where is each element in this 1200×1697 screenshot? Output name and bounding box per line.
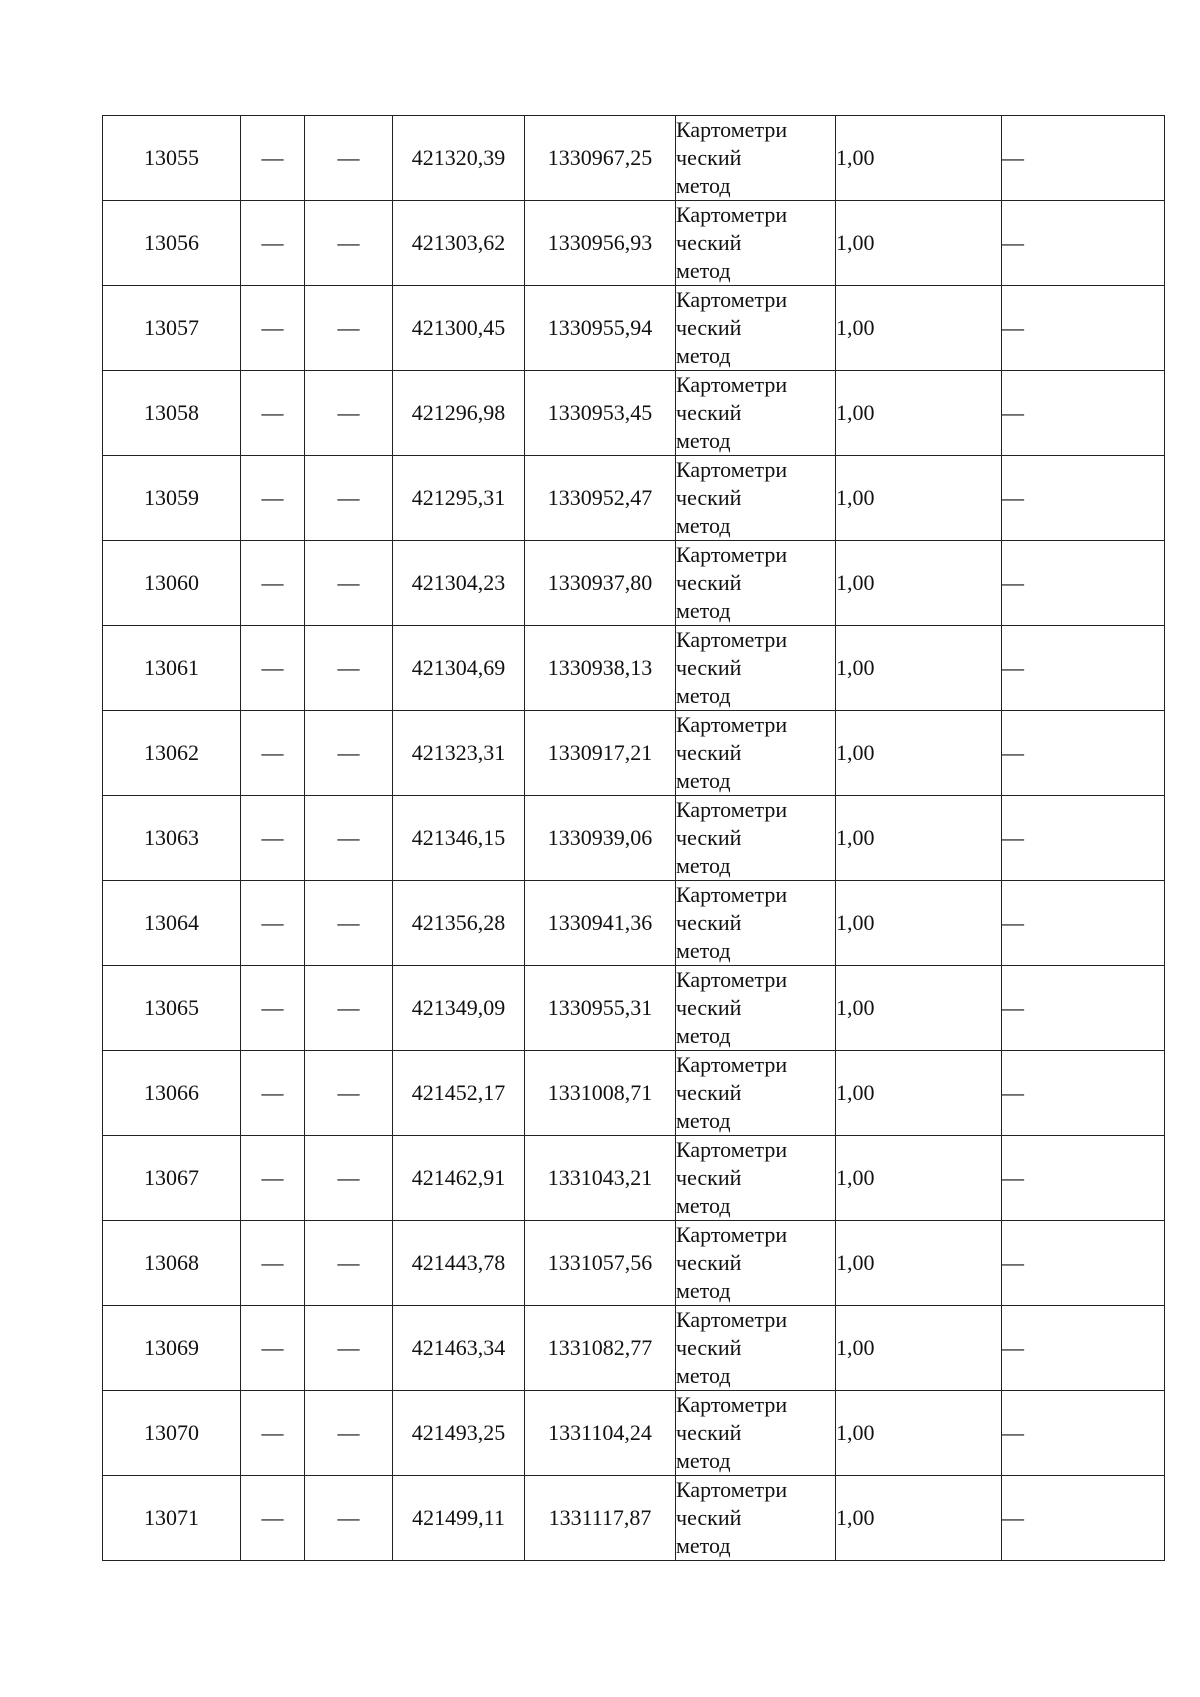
table-row xyxy=(103,966,1165,1051)
y-coordinate-cell: 1330955,31 xyxy=(525,966,676,1051)
accuracy-cell: 1,00 xyxy=(836,371,1002,456)
accuracy-cell: 1,00 xyxy=(836,796,1002,881)
y-coordinate-cell: 1331104,24 xyxy=(525,1391,676,1476)
method-cell xyxy=(676,1051,836,1136)
x-coordinate-cell: 421323,31 xyxy=(393,711,525,796)
empty-value-cell: — xyxy=(241,1051,305,1136)
note-cell: — xyxy=(1002,286,1165,371)
empty-value-cell: — xyxy=(305,966,393,1051)
method-line: Картометри xyxy=(676,202,788,227)
method-line: метод xyxy=(676,428,731,453)
x-coordinate-cell: 421493,25 xyxy=(393,1391,525,1476)
method-line: метод xyxy=(676,938,731,963)
point-number-cell: 13070 xyxy=(103,1391,241,1476)
y-coordinate-cell: 1331082,77 xyxy=(525,1306,676,1391)
empty-value-cell: — xyxy=(305,626,393,711)
table-row xyxy=(103,116,1165,201)
note-cell: — xyxy=(1002,626,1165,711)
empty-value-cell: — xyxy=(305,1051,393,1136)
method-cell xyxy=(676,201,836,286)
empty-value-cell: — xyxy=(305,1136,393,1221)
point-number-cell: 13069 xyxy=(103,1306,241,1391)
method-line: ческий xyxy=(676,1335,742,1360)
table-row xyxy=(103,1051,1165,1136)
x-coordinate-cell: 421356,28 xyxy=(393,881,525,966)
method-line: Картометри xyxy=(676,1052,788,1077)
empty-value-cell: — xyxy=(305,116,393,201)
accuracy-cell: 1,00 xyxy=(836,1221,1002,1306)
accuracy-cell: 1,00 xyxy=(836,1476,1002,1561)
note-cell: — xyxy=(1002,116,1165,201)
table-row xyxy=(103,1306,1165,1391)
y-coordinate-cell: 1330952,47 xyxy=(525,456,676,541)
y-coordinate-cell: 1331043,21 xyxy=(525,1136,676,1221)
method-line: Картометри xyxy=(676,1307,788,1332)
x-coordinate-cell: 421300,45 xyxy=(393,286,525,371)
method-line: Картометри xyxy=(676,1222,788,1247)
point-number-cell: 13060 xyxy=(103,541,241,626)
method-line: метод xyxy=(676,1448,731,1473)
empty-value-cell: — xyxy=(305,286,393,371)
method-cell xyxy=(676,371,836,456)
point-number-cell: 13062 xyxy=(103,711,241,796)
method-cell xyxy=(676,796,836,881)
note-cell: — xyxy=(1002,1306,1165,1391)
method-cell xyxy=(676,1221,836,1306)
empty-value-cell: — xyxy=(241,711,305,796)
method-line: ческий xyxy=(676,400,742,425)
method-line: ческий xyxy=(676,570,742,595)
note-cell: — xyxy=(1002,1136,1165,1221)
table-row xyxy=(103,1221,1165,1306)
empty-value-cell: — xyxy=(241,1391,305,1476)
empty-value-cell: — xyxy=(305,1391,393,1476)
method-line: ческий xyxy=(676,910,742,935)
method-line: ческий xyxy=(676,655,742,680)
point-number-cell: 13064 xyxy=(103,881,241,966)
method-cell xyxy=(676,881,836,966)
method-line: Картометри xyxy=(676,1392,788,1417)
method-line: ческий xyxy=(676,1505,742,1530)
accuracy-cell: 1,00 xyxy=(836,1306,1002,1391)
x-coordinate-cell: 421499,11 xyxy=(393,1476,525,1561)
note-cell: — xyxy=(1002,456,1165,541)
point-number-cell: 13065 xyxy=(103,966,241,1051)
method-cell xyxy=(676,116,836,201)
empty-value-cell: — xyxy=(241,201,305,286)
method-line: ческий xyxy=(676,1250,742,1275)
accuracy-cell: 1,00 xyxy=(836,966,1002,1051)
empty-value-cell: — xyxy=(305,1306,393,1391)
x-coordinate-cell: 421304,69 xyxy=(393,626,525,711)
method-cell xyxy=(676,456,836,541)
accuracy-cell: 1,00 xyxy=(836,201,1002,286)
y-coordinate-cell: 1330953,45 xyxy=(525,371,676,456)
method-line: метод xyxy=(676,1193,731,1218)
method-line: ческий xyxy=(676,1080,742,1105)
x-coordinate-cell: 421443,78 xyxy=(393,1221,525,1306)
point-number-cell: 13061 xyxy=(103,626,241,711)
method-line: ческий xyxy=(676,145,742,170)
x-coordinate-cell: 421452,17 xyxy=(393,1051,525,1136)
accuracy-cell: 1,00 xyxy=(836,541,1002,626)
x-coordinate-cell: 421320,39 xyxy=(393,116,525,201)
x-coordinate-cell: 421295,31 xyxy=(393,456,525,541)
x-coordinate-cell: 421462,91 xyxy=(393,1136,525,1221)
empty-value-cell: — xyxy=(305,796,393,881)
y-coordinate-cell: 1330937,80 xyxy=(525,541,676,626)
y-coordinate-cell: 1330956,93 xyxy=(525,201,676,286)
method-line: метод xyxy=(676,258,731,283)
method-line: Картометри xyxy=(676,457,788,482)
note-cell: — xyxy=(1002,1476,1165,1561)
method-line: метод xyxy=(676,683,731,708)
accuracy-cell: 1,00 xyxy=(836,456,1002,541)
table-row xyxy=(103,1476,1165,1561)
method-line: метод xyxy=(676,1108,731,1133)
method-line: метод xyxy=(676,598,731,623)
empty-value-cell: — xyxy=(241,966,305,1051)
coordinates-table xyxy=(102,115,1165,1561)
method-line: Картометри xyxy=(676,542,788,567)
table-row xyxy=(103,456,1165,541)
note-cell: — xyxy=(1002,201,1165,286)
table-row xyxy=(103,626,1165,711)
method-line: Картометри xyxy=(676,372,788,397)
accuracy-cell: 1,00 xyxy=(836,711,1002,796)
empty-value-cell: — xyxy=(305,456,393,541)
empty-value-cell: — xyxy=(241,796,305,881)
x-coordinate-cell: 421463,34 xyxy=(393,1306,525,1391)
empty-value-cell: — xyxy=(241,1136,305,1221)
empty-value-cell: — xyxy=(241,881,305,966)
y-coordinate-cell: 1330967,25 xyxy=(525,116,676,201)
empty-value-cell: — xyxy=(241,541,305,626)
method-line: метод xyxy=(676,513,731,538)
y-coordinate-cell: 1330917,21 xyxy=(525,711,676,796)
method-line: Картометри xyxy=(676,1137,788,1162)
accuracy-cell: 1,00 xyxy=(836,116,1002,201)
method-line: Картометри xyxy=(676,1477,788,1502)
x-coordinate-cell: 421304,23 xyxy=(393,541,525,626)
y-coordinate-cell: 1331117,87 xyxy=(525,1476,676,1561)
method-line: ческий xyxy=(676,740,742,765)
table-row xyxy=(103,371,1165,456)
empty-value-cell: — xyxy=(241,1306,305,1391)
point-number-cell: 13067 xyxy=(103,1136,241,1221)
empty-value-cell: — xyxy=(241,626,305,711)
note-cell: — xyxy=(1002,371,1165,456)
point-number-cell: 13066 xyxy=(103,1051,241,1136)
empty-value-cell: — xyxy=(305,1221,393,1306)
x-coordinate-cell: 421296,98 xyxy=(393,371,525,456)
method-line: ческий xyxy=(676,230,742,255)
method-cell xyxy=(676,1136,836,1221)
method-line: метод xyxy=(676,768,731,793)
x-coordinate-cell: 421349,09 xyxy=(393,966,525,1051)
method-cell xyxy=(676,626,836,711)
y-coordinate-cell: 1330939,06 xyxy=(525,796,676,881)
empty-value-cell: — xyxy=(241,371,305,456)
method-cell xyxy=(676,286,836,371)
table-row xyxy=(103,711,1165,796)
empty-value-cell: — xyxy=(241,1476,305,1561)
empty-value-cell: — xyxy=(305,371,393,456)
method-cell xyxy=(676,1306,836,1391)
method-line: ческий xyxy=(676,995,742,1020)
x-coordinate-cell: 421303,62 xyxy=(393,201,525,286)
empty-value-cell: — xyxy=(305,711,393,796)
table-row xyxy=(103,1136,1165,1221)
method-line: метод xyxy=(676,1533,731,1558)
accuracy-cell: 1,00 xyxy=(836,626,1002,711)
note-cell: — xyxy=(1002,541,1165,626)
method-cell xyxy=(676,1391,836,1476)
method-line: метод xyxy=(676,343,731,368)
table-row xyxy=(103,201,1165,286)
method-line: метод xyxy=(676,1023,731,1048)
y-coordinate-cell: 1330955,94 xyxy=(525,286,676,371)
y-coordinate-cell: 1331008,71 xyxy=(525,1051,676,1136)
accuracy-cell: 1,00 xyxy=(836,881,1002,966)
point-number-cell: 13063 xyxy=(103,796,241,881)
method-line: ческий xyxy=(676,1420,742,1445)
accuracy-cell: 1,00 xyxy=(836,1136,1002,1221)
method-line: метод xyxy=(676,173,731,198)
x-coordinate-cell: 421346,15 xyxy=(393,796,525,881)
method-line: Картометри xyxy=(676,797,788,822)
note-cell: — xyxy=(1002,1051,1165,1136)
empty-value-cell: — xyxy=(241,116,305,201)
y-coordinate-cell: 1330938,13 xyxy=(525,626,676,711)
method-line: Картометри xyxy=(676,627,788,652)
method-line: метод xyxy=(676,1278,731,1303)
method-line: метод xyxy=(676,1363,731,1388)
point-number-cell: 13058 xyxy=(103,371,241,456)
method-line: Картометри xyxy=(676,712,788,737)
empty-value-cell: — xyxy=(305,1476,393,1561)
method-cell xyxy=(676,541,836,626)
method-line: ческий xyxy=(676,1165,742,1190)
point-number-cell: 13068 xyxy=(103,1221,241,1306)
accuracy-cell: 1,00 xyxy=(836,286,1002,371)
table-row xyxy=(103,541,1165,626)
method-line: Картометри xyxy=(676,287,788,312)
y-coordinate-cell: 1330941,36 xyxy=(525,881,676,966)
y-coordinate-cell: 1331057,56 xyxy=(525,1221,676,1306)
empty-value-cell: — xyxy=(241,286,305,371)
method-line: ческий xyxy=(676,485,742,510)
empty-value-cell: — xyxy=(241,456,305,541)
point-number-cell: 13056 xyxy=(103,201,241,286)
point-number-cell: 13071 xyxy=(103,1476,241,1561)
table-row xyxy=(103,1391,1165,1476)
table-row xyxy=(103,796,1165,881)
method-line: Картометри xyxy=(676,117,788,142)
empty-value-cell: — xyxy=(241,1221,305,1306)
accuracy-cell: 1,00 xyxy=(836,1051,1002,1136)
method-line: ческий xyxy=(676,315,742,340)
point-number-cell: 13057 xyxy=(103,286,241,371)
note-cell: — xyxy=(1002,1221,1165,1306)
point-number-cell: 13055 xyxy=(103,116,241,201)
method-line: Картометри xyxy=(676,967,788,992)
note-cell: — xyxy=(1002,881,1165,966)
table-row xyxy=(103,881,1165,966)
accuracy-cell: 1,00 xyxy=(836,1391,1002,1476)
method-cell xyxy=(676,1476,836,1561)
note-cell: — xyxy=(1002,966,1165,1051)
table-row xyxy=(103,286,1165,371)
empty-value-cell: — xyxy=(305,541,393,626)
method-line: ческий xyxy=(676,825,742,850)
method-line: Картометри xyxy=(676,882,788,907)
empty-value-cell: — xyxy=(305,201,393,286)
note-cell: — xyxy=(1002,796,1165,881)
method-cell xyxy=(676,966,836,1051)
note-cell: — xyxy=(1002,711,1165,796)
coordinates-table-body xyxy=(103,116,1165,1561)
note-cell: — xyxy=(1002,1391,1165,1476)
method-line: метод xyxy=(676,853,731,878)
point-number-cell: 13059 xyxy=(103,456,241,541)
empty-value-cell: — xyxy=(305,881,393,966)
method-cell xyxy=(676,711,836,796)
